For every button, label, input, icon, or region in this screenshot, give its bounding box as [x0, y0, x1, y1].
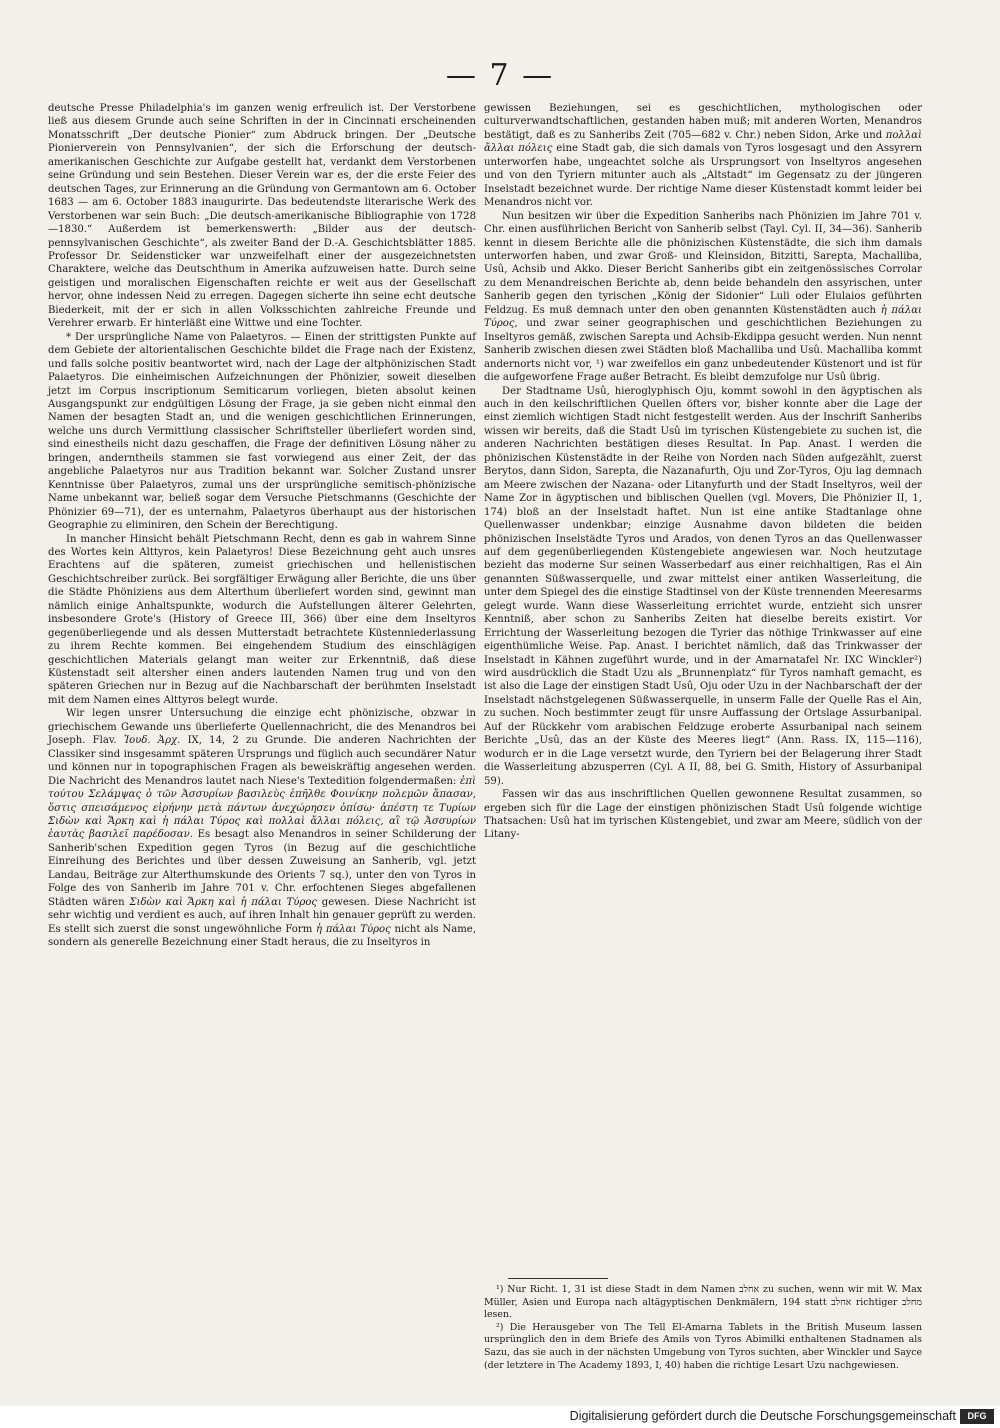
greek-quotation: ἐπὶ τούτου Σελάμψας ὁ τῶν Ἀσσυρίων βασιλεὺς ἐπῆλθε Φοινίκην πολεμῶν ἅπασαν, ὅστις σπεισάμενος εἰρήνην μετὰ πάντων ἀνεχώρησεν ὀπίσω· ἀπέστη τε Τυρίων Σιδὼν καὶ Ἄρκη καὶ ἡ πάλαι Τύρος καὶ πολλαὶ ἄλλαι πόλεις, αἳ τῷ Ἀσσυρίων ἑαυτὰς βασιλεῖ παρέδοσαν. [48, 775, 476, 841]
paragraph: Der Stadtname Usû, hieroglyphisch Oju, kommt sowohl in den ägyptischen als auch in den keilschriftlichen Quellen öfters vor, bisher konnte aber die Lage der einst ziemlich wichtigen Stadt nicht festgestellt werden. Aus der Inschrift Sanheribs wissen wir bereits, daß die Stadt Usû im tyrischen Küstengebiete zu suchen ist, die anderen Nachrichten bestätigen dieses Resultat. In Pap. Anast. I werden die phönizischen Küstenstädte in der Reihe von Norden nach Süden aufgezählt, zuerst Berytos, dann Sidon, Sarepta, die Nazanafurth, Oju und Zor-Tyros, Oju lag demnach am Meere zwischen der Nazana- oder Litanyfurth und der Stadt Inseltyros, weil der Name Zor in ägyptischen und biblischen Quellen (vgl. Movers, Die Phönizier II, 1, 174) bloß an der Inselstadt haftet. Nun ist eine antike Stadtanlage ohne Quellenwasser undenkbar; einzige Ausnahme davon bildeten die beiden phönizischen Inselstädte Tyros und Arados, von denen Tyros an das Quellenwasser auf dem gegenüberliegenden Küstengebiete angewiesen war. Noch heutzutage bezieht das moderne Sur seinen Wasserbedarf aus einer reichhaltigen, Ras el Ain genannten Süßwasserquelle, und zwar mittelst einer antiken Wasserleitung, die unter dem Spiegel des die einstige Stadtinsel von der Küste trennenden Meeresarms gelegt wurde. Wann diese Wasserleitung errichtet wurde, entzieht sich unsrer Kenntniß, aber schon zu Sanheribs Zeiten hat dieselbe bereits existirt. Vor Errichtung der Wasserleitung bezogen die Tyrier das nöthige Trinkwasser auf eine eigenthümliche Weise. Pap. Anast. I berichtet nämlich, daß das Trinkwasser der Inselstadt in Kähnen zugeführt wurde, und in der Amarnatafel Nr. IXC Winckler²) wird ausdrücklich die Stadt Uzu als „Brunnenplatz“ für Tyros namhaft gemacht, es ist also die Lage der einstigen Stadt Usû, Oju oder Uzu in der Nachbarschaft der der Inselstadt nächstgelegenen Süßwasserquelle, in unserm Falle der Quelle Ras el Ain, zu suchen. Noch bestimmter zeugt für unsre Auffassung der Ortslage Assurbanipal. Auf der Rückkehr vom arabischen Feldzuge eroberte Assurbanipal nach seinem Berichte „Usû, das an der Küste des Meeres liegt“ (Ann. Rass. IX, 115—116), wodurch er in die Lage versetzt wurde, den Tyriern bei der Belagerung ihrer Stadt die Wasserleitung abzusperren (Cyl. A II, 88, bei G. Smith, History of Assurbanipal 59). [484, 385, 922, 787]
greek-text: πολλαὶ ἄλλαι πόλεις [484, 129, 922, 155]
paragraph: deutsche Presse Philadelphia's im ganzen wenig erfreulich ist. Der Verstorbene ließ aus diesem Grunde auch seine Schriften in der in Cincinnati erscheinenden Monatsschrift „Der deutsche Pionier“ zum Abdruck bringen. Der „Deutsche Pionierverein von Pennsylvanien“, der sich die Erforschung der deutsch-amerikanischen Geschichte zur Aufgabe gestellt hat, verdankt dem Verstorbenen seine Gründung und sein Bestehen. Dieser Verein war es, der die erste Feier des deutschen Tages, zur Erinnerung an die Gründung von Germantown am 6. October 1683 — am 6. October 1883 inaugurirte. Das bedeutendste literarische Werk des Verstorbenen war sein Buch: „Die deutsch-amerikanische Bibliographie von 1728—1830.“ Außerdem ist bemerkenswerth: „Bilder aus der deutsch-pennsylvanischen Geschichte“, als zweiter Band der D.-A. Geschichtsblätter 1885. Professor Dr. Seidensticker war unzweifelhaft einer der ausgezeichnetsten Charaktere, welche das Deutschthum in Amerika aufzuweisen hatte. Durch seine geistigen und moralischen Eigenschaften reichte er weit aus der Gesellschaft hervor, ohne indessen Neid zu erregen. Dagegen sicherte ihn seine echt deutsche Biederkeit, mit der er sich in allen Volksschichten zahlreiche Freunde und Verehrer erwarb. Er hinterläßt eine Wittwe und eine Tochter. [48, 103, 476, 330]
text-run: nicht als Name, sondern als generelle Bezeichnung einer Stadt heraus, die zu Inseltyros in [48, 923, 476, 949]
paragraph [484, 210, 922, 385]
greek-text: Σιδὼν καὶ Ἄρκη καὶ ἡ πάλαι Τύρος [129, 896, 318, 908]
paragraph: * Der ursprüngliche Name von Palaetyros. — Einen der strittigsten Punkte auf dem Gebiete der altorientalischen Geschichte bildet die Frage nach der Existenz, und falls solche positiv beantwortet wird, nach der Lage der altphönizischen Stadt Palaetyros. Die einheimischen Aufzeichnungen der Phönizier, soweit dieselben jetzt im Corpus inscriptionum Semiticarum vorliegen, bieten absolut keinen Ausgangspunkt zur endgültigen Lösung der Frage, ja sie geben nicht einmal den Namen der besagten Stadt an, und die wenigen geschichtlichen Erinnerungen, welche uns durch Vermittlung classischer Schriftsteller überliefert worden sind, sind einestheils nicht dazu geschaffen, die Frage der definitiven Lösung näher zu bringen, anderntheils stammen sie fast vorwiegend aus einer Zeit, der das angebliche Palaetyros nur aus Tradition bekannt war. Solcher Zustand unsrer Kenntnisse über Palaetyros, zumal uns der ursprüngliche semitisch-phönizische Name unbekannt war, beließ sogar dem Versuche Pietschmanns (Geschichte der Phönizier 69—71), der es unternahm, Palaetyros überhaupt aus der historischen Geographie zu eliminiren, den Schein der Berechtigung. [48, 331, 476, 532]
paragraph: Fassen wir das aus inschriftlichen Quellen gewonnene Resultat zusammen, so ergeben sich für die Lage der einstigen phönizischen Stadt Usû folgende wichtige Thatsachen: Usû hat im tyrischen Küstengebiet, und zwar am Meere, südlich von der Litany- [484, 789, 922, 841]
footnote: ¹) Nur Richt. 1, 31 ist diese Stadt in dem Namen אחלב zu suchen, wenn wir mit W. Max Müller, Asien und Europa nach altägyptischen Denkmälern, 194 statt אחלב richtiger מחלב lesen. [484, 1284, 922, 1321]
text-run: gewissen Beziehungen, sei es geschichtlichen, mythologischen oder culturverwandtschaftlichen, gestanden haben muß; mit anderen Worten, Menandros bestätigt, daß es zu Sanheribs Zeit (705—682 v. Chr.) neben Sidon, Arke und [484, 103, 922, 141]
funding-credit: Digitalisierung gefördert durch die Deutsche Forschungsgemeinschaft [569, 1409, 956, 1423]
footnote-divider [508, 1278, 608, 1279]
greek-text: Ἰουδ. Ἀρχ. [123, 735, 181, 747]
text-run: , und zwar seiner geographischen und geschichtlichen Beziehungen zu Inseltyros gemäß, zwischen Sarepta und Achsib-Ekdippa gesucht werden. Nun nennt Sanherib zwischen diesen zwei Städten bloß Machalliba und Usû. Machalliba kommt andernorts nicht vor, ¹) war zweifellos ein ganz unbedeutender Küstenort und ist für die aufgeworfene Frage außer Betracht. Es bleibt demzufolge nur Usû übrig. [484, 318, 922, 384]
text-run: Wir legen unsrer Untersuchung die einzige echt phönizische, obzwar in griechischem Gewande uns überlieferte Quellennachricht, die des Menandros bei Joseph. Flav. [48, 708, 476, 747]
greek-text: ἡ πάλαι Τύρος [484, 304, 922, 330]
footnotes [484, 1284, 922, 1372]
text-run: gewesen. Diese Nachricht ist sehr wichtig und verdient es auch, auf ihren Inhalt hin genauer geprüft zu werden. Es stellt sich zuerst die sonst ungewöhnliche Form [48, 896, 476, 935]
paragraph [48, 707, 476, 949]
footnote: ²) Die Herausgeber von The Tell El-Amarna Tablets in the British Museum lassen ursprünglich den in dem Briefe des Amils von Tyros Abimilki enthaltenen Stadnamen als Sazu, das sie auch in der nächsten Umgebung von Tyros suchten, aber Winckler und Sayce (der letztere in The Academy 1893, I, 40) haben die richtige Lesart Uzu nachgewiesen. [484, 1321, 922, 1371]
right-column [484, 102, 922, 842]
dfg-logo: DFG [960, 1409, 994, 1424]
left-column [48, 102, 476, 950]
text-run: Es besagt also Menandros in seiner Schilderung der Sanherib'schen Expedition gegen Tyros (in Bezug auf die geschichtliche Einreihung des Berichtes und über dessen Zuweisung an Sanherib, vgl. jetzt Landau, Beiträge zur Alterthumskunde des Orients 7 sq.), unter den von Tyros in Folge des von Sanherib im Jahre 701 v. Chr. erfochtenen Sieges abgefallenen Städten wären [48, 829, 476, 908]
text-run: IX, 14, 2 zu Grunde. Die anderen Nachrichten der Classiker sind insgesammt späteren Ursprungs und füglich auch secundärer Natur und können nur in topographischen Fragen als beweiskräftig angesehen werden. Die Nachricht des Menandros lautet nach Niese's Textedition folgendermaßen: [48, 735, 477, 787]
paragraph: In mancher Hinsicht behält Pietschmann Recht, denn es gab in wahrem Sinne des Wortes kein Alttyros, kein Palaetyros! Diese Bezeichnung geht auch unsres Erachtens auf die späteren, zumeist griechischen und hellenistischen Geschichtschreiber zurück. Bei sorgfältiger Erwägung aller Berichte, die uns über die Städte Phöniziens aus dem Alterthum überliefert worden sind, gewinnt man nämlich einige Anhaltspunkte, wodurch die Aufstellungen älterer Gelehrten, insbesondere Grote's (History of Greece III, 366) über eine dem Inseltyros gegenüberliegende und als dessen Mutterstadt betrachtete Küstenniederlassung zu ihrem Rechte kommen. Bei eingehendem Studium des einschlägigen geschichtlichen Materials gelangt man weiter zur Erkenntniß, daß diese Küstenstadt seit altersher einen anders lautenden Namen trug und von den späteren Griechen nur in Bezug auf die Nachbarschaft der berühmten Inselstadt mit dem Namen eines Alttyros belegt wurde. [48, 533, 476, 706]
page-number: — 7 — [445, 58, 555, 93]
footer-bar [0, 1406, 1000, 1428]
text-run: eine Stadt gab, die sich damals von Tyros losgesagt und den Assyrern unterworfen habe, ungeachtet solche als Ursprungsort von Inseltyros angesehen und von den Tyriern mitunter auch als „Altstadt“ im Gegensatz zu der jüngeren Inselstadt bezeichnet wurde. Der richtige Name dieser Küstenstadt kommt leider bei Menandros nicht vor. [484, 143, 923, 209]
greek-text: ἡ πάλαι Τύρος [316, 923, 391, 935]
paragraph [484, 102, 922, 210]
text-run: Nun besitzen wir über die Expedition Sanheribs nach Phönizien im Jahre 701 v. Chr. einen ausführlichen Bericht von Sanherib selbst (Tayl. Cyl. II, 34—36). Sanherib kennt in diesem Berichte alle die phönizischen Küstenstädte, die sich ihm damals unterworfen haben, und zwar Groß- und Kleinsidon, Bitzitti, Sarepta, Machalliba, Usû, Achsib und Akko. Dieser Bericht Sanheribs gibt ein zeitgenössisches Corrolar zu dem Menandreischen Berichte ab, denn beide behandeln den assyrischen, unter Sanherib gegen den tyrischen „König der Sidonier“ Luli oder Elulaios geführten Feldzug. Es muß demnach unter den oben genannten Küstenstädten auch [484, 210, 922, 316]
